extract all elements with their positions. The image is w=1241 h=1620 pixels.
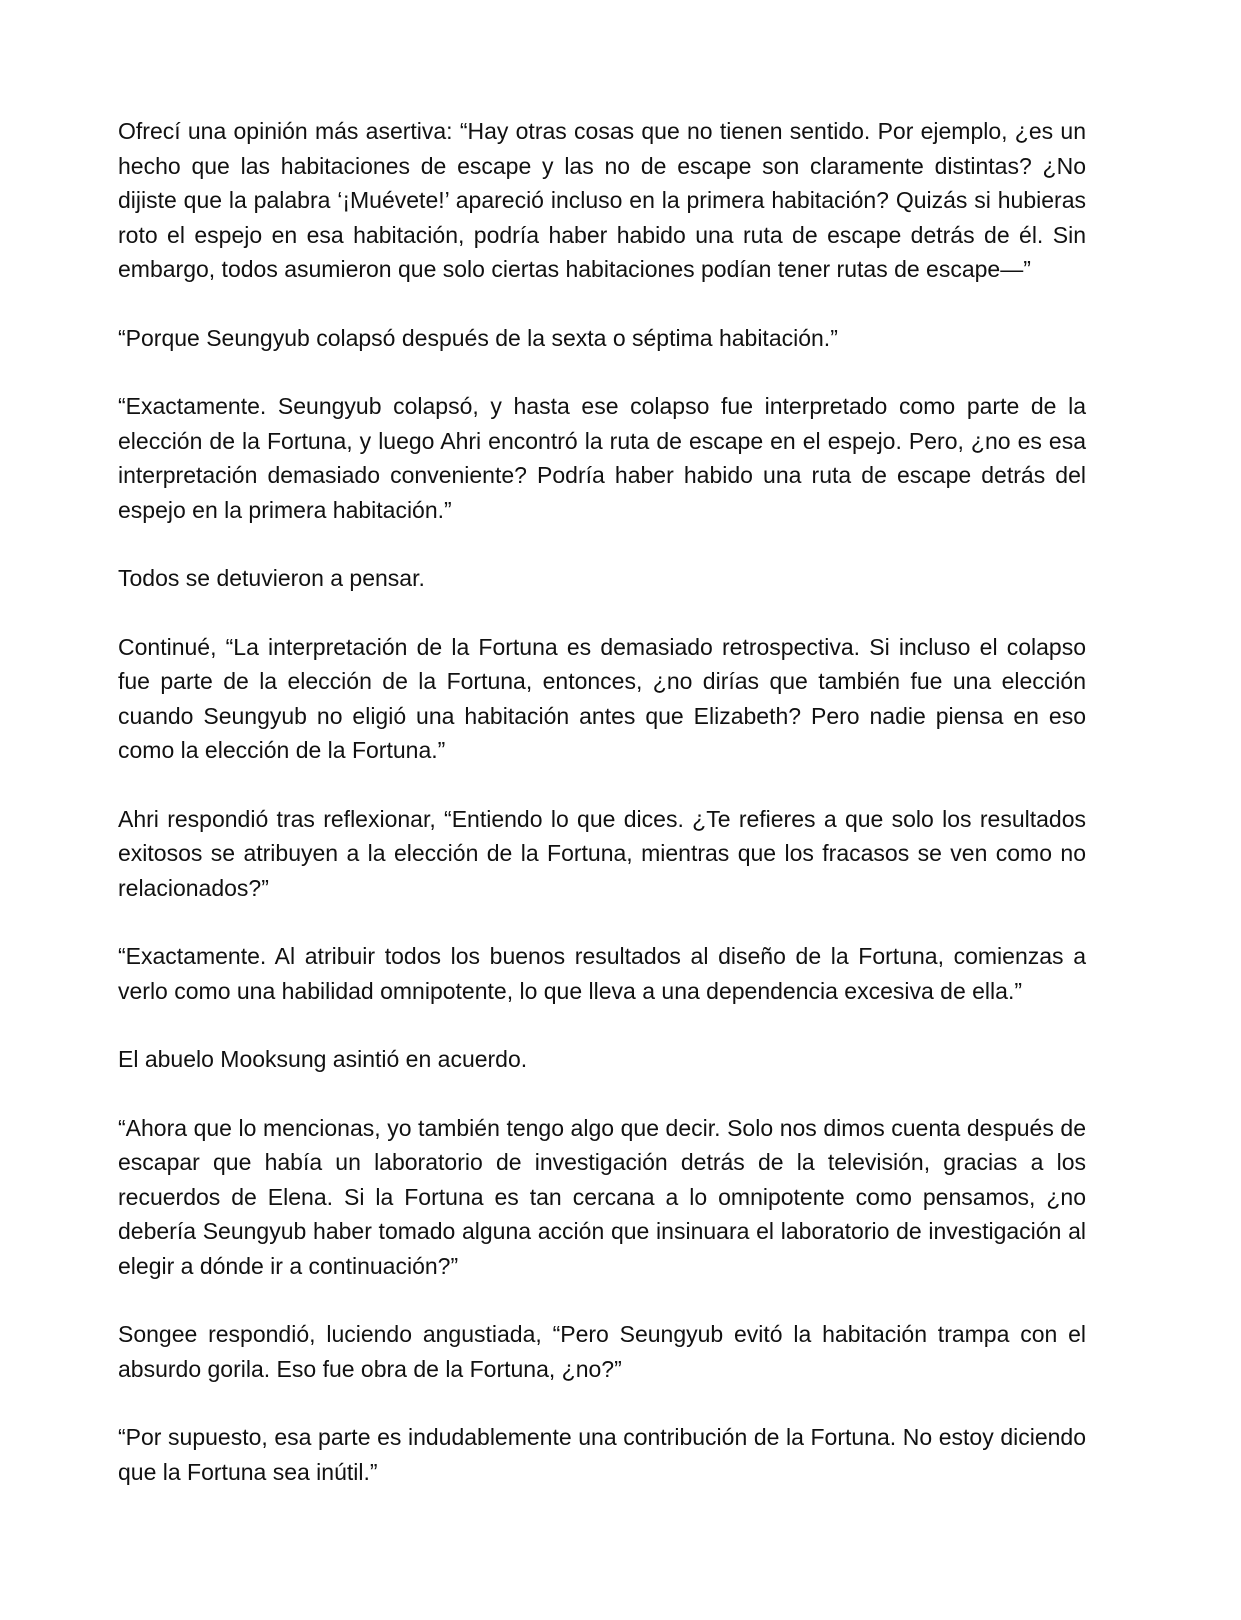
paragraph: “Ahora que lo mencionas, yo también tengo algo que decir. Solo nos dimos cuenta después de escapar que había un laboratorio de investigación detrás de la televisión, gracias a los recuerdos de Elena. Si la Fortuna es tan cercana a lo omnipotente como pensamos, ¿no debería Seungyub haber tomado alguna acción que insinuara el laboratorio de investigación al elegir a dónde ir a continuación?” (118, 1114, 1086, 1279)
paragraph: “Porque Seungyub colapsó después de la sexta o séptima habitación.” (118, 324, 838, 351)
paragraph: Todos se detuvieron a pensar. (118, 565, 425, 591)
paragraph: Ahri respondió tras reflexionar, “Entiendo lo que dices. ¿Te refieres a que solo los resultados exitosos se atribuyen a la elección de la Fortuna, mientras que los fracasos se ven como no relacionados?” (118, 805, 1086, 901)
paragraph: Continué, “La interpretación de la Fortuna es demasiado retrospectiva. Si incluso el colapso fue parte de la elección de la Fortuna, entonces, ¿no dirías que también fue una elección cuando Seungyub no eligió una habitación antes que Elizabeth? Pero nadie piensa en eso como la elección de la Fortuna.” (118, 633, 1086, 763)
paragraph: Ofrecí una opinión más asertiva: “Hay otras cosas que no tienen sentido. Por ejemplo, ¿es un hecho que las habitaciones de escape y las no de escape son claramente distintas? ¿No dijiste que la palabra ‘¡Muévete!’ apareció incluso en la primera habitación? Quizás si hubieras roto el espejo en esa habitación, podría haber habido una ruta de escape detrás de él. Sin embargo, todos asumieron que solo ciertas habitaciones podían tener rutas de escape—” (118, 118, 1086, 282)
paragraph: “Exactamente. Al atribuir todos los buenos resultados al diseño de la Fortuna, comienzas a verlo como una habilidad omnipotente, lo que lleva a una dependencia excesiva de ella.” (118, 943, 1086, 1004)
document-page (118, 114, 1086, 1523)
paragraph: “Por supuesto, esa parte es indudablemente una contribución de la Fortuna. No estoy diciendo que la Fortuna sea inútil.” (118, 1424, 1086, 1485)
paragraph: “Exactamente. Seungyub colapsó, y hasta ese colapso fue interpretado como parte de la elección de la Fortuna, y luego Ahri encontró la ruta de escape en el espejo. Pero, ¿no es esa interpretación demasiado conveniente? Podría haber habido una ruta de escape detrás del espejo en la primera habitación.” (118, 393, 1086, 523)
paragraph: El abuelo Mooksung asintió en acuerdo. (118, 1046, 528, 1072)
paragraph: Songee respondió, luciendo angustiada, “Pero Seungyub evitó la habitación trampa con el absurdo gorila. Eso fue obra de la Fortuna, ¿no?” (118, 1321, 1086, 1382)
